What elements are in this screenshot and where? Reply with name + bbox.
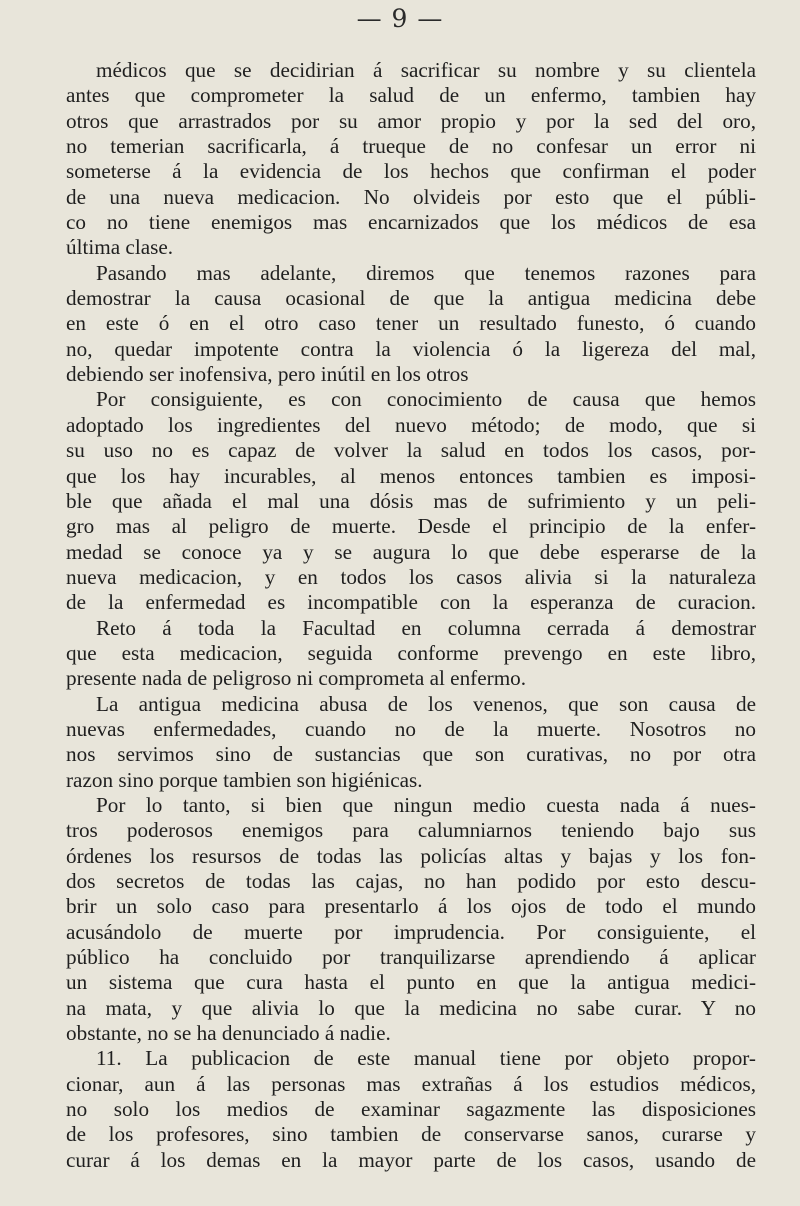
text-line: nos servimos sino de sustancias que son curativas, no por otra [66, 742, 756, 767]
text-line: órdenes los resursos de todas las policías altas y bajas y los fon- [66, 843, 756, 868]
text-line: presente nada de peligroso ni comprometa al enfermo. [66, 666, 527, 691]
text-line: otros que arrastrados por su amor propio y por la sed del oro, [66, 108, 756, 133]
text-line: someterse á la evidencia de los hechos que confirman el poder [66, 159, 756, 184]
text-line: de los profesores, sino tambien de conservarse sanos, curarse y [66, 1122, 756, 1147]
text-line: en este ó en el otro caso tener un resultado funesto, ó cuando [66, 311, 756, 336]
text-line: medad se conoce ya y se augura lo que debe esperarse de la [66, 539, 756, 564]
text-line: médicos que se decidirian á sacrificar su nombre y su clientela [96, 58, 756, 82]
text-line: no, quedar impotente contra la violencia ó la ligereza del mal, [66, 336, 756, 361]
text-line: curar á los demas en la mayor parte de los casos, usando de [66, 1147, 756, 1172]
text-line: antes que comprometer la salud de un enfermo, tambien hay [66, 83, 756, 108]
page-number: — 9 — [356, 4, 444, 33]
text-line: última clase. [66, 235, 174, 260]
text-line: na mata, y que alivia lo que la medicina no sabe curar. Y no [66, 995, 756, 1020]
text-line: obstante, no se ha denunciado á nadie. [66, 1021, 391, 1046]
text-line: tros poderosos enemigos para calumniarnos teniendo bajo sus [66, 818, 756, 843]
text-line: dos secretos de todas las cajas, no han podido por esto descu- [66, 869, 756, 893]
text-line: de una nueva medicacion. No olvideis por esto que el públi- [66, 184, 756, 209]
text-line: de la enfermedad es incompatible con la esperanza de curacion. [66, 590, 756, 615]
text-line: nueva medicacion, y en todos los casos alivia si la naturaleza [66, 564, 756, 589]
text-line: que los hay incurables, al menos entonces tambien es imposi- [66, 463, 756, 488]
text-line: cionar, aun á las personas mas extrañas á los estudios médicos, [66, 1071, 756, 1096]
text-line: gro mas al peligro de muerte. Desde el principio de la enfer- [66, 514, 756, 539]
text-line: ble que añada el mal una dósis mas de sufrimiento y un peli- [66, 488, 756, 513]
text-line: su uso no es capaz de volver la salud en todos los casos, por- [66, 438, 756, 463]
text-line: que esta medicacion, seguida conforme prevengo en este libro, [66, 640, 756, 665]
text-line: nuevas enfermedades, cuando no de la muerte. Nosotros no [66, 716, 756, 741]
text-line: La antigua medicina abusa de los venenos, que son causa de [96, 691, 756, 716]
text-line: Por consiguiente, es con conocimiento de causa que hemos [96, 387, 756, 412]
body-text [66, 58, 756, 1173]
text-line: Por lo tanto, si bien que ningun medio cuesta nada á nues- [96, 792, 756, 817]
text-line: debiendo ser inofensiva, pero inútil en los otros [66, 362, 469, 387]
text-line: un sistema que cura hasta el punto en que la antigua medici- [66, 970, 756, 995]
text-line: adoptado los ingredientes del nuevo método; de modo, que si [66, 412, 756, 437]
text-line: no temerian sacrificarla, á trueque de no confesar un error ni [66, 134, 756, 159]
text-line: no solo los medios de examinar sagazmente las disposiciones [66, 1097, 756, 1122]
text-line: Reto á toda la Facultad en columna cerrada á demostrar [96, 615, 756, 640]
text-line: brir un solo caso para presentarlo á los ojos de todo el mundo [66, 894, 756, 919]
text-line: acusándolo de muerte por imprudencia. Por consiguiente, el [66, 919, 756, 944]
text-line: Pasando mas adelante, diremos que tenemos razones para [96, 260, 756, 285]
text-line: co no tiene enemigos mas encarnizados que los médicos de esa [66, 210, 756, 235]
text-line: demostrar la causa ocasional de que la antigua medicina debe [66, 286, 756, 311]
text-line: público ha concluido por tranquilizarse aprendiendo á aplicar [66, 945, 756, 970]
text-line: razon sino porque tambien son higiénicas. [66, 767, 423, 792]
text-line: 11. La publicacion de este manual tiene por objeto propor- [96, 1046, 756, 1071]
